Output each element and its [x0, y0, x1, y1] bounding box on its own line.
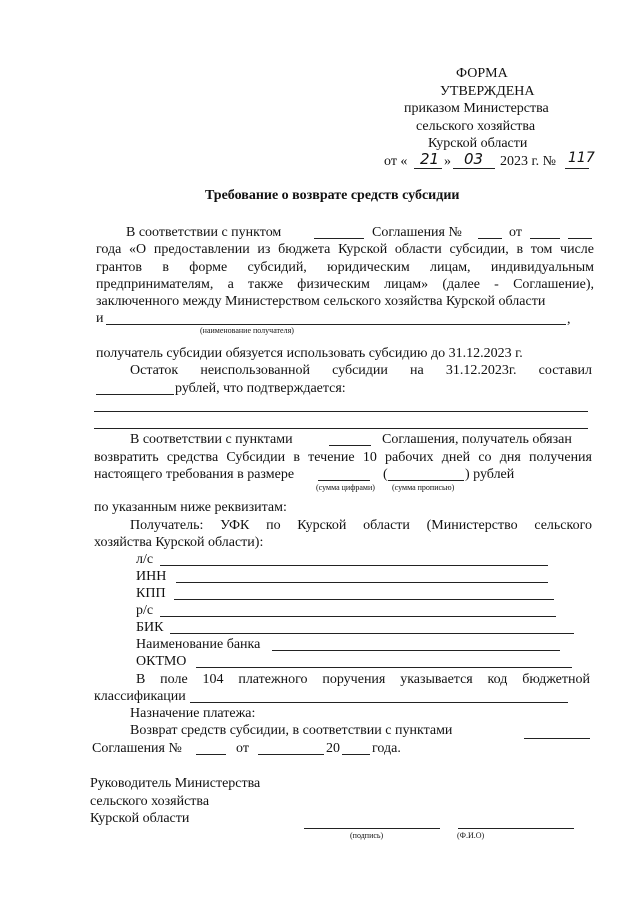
- signatory-line-2: сельского хозяйства: [90, 794, 210, 809]
- signature-blank[interactable]: [304, 828, 440, 829]
- agreement-number-blank[interactable]: [478, 238, 502, 239]
- amount-digits-caption: (сумма цифрами): [316, 483, 375, 492]
- p2-line3: рублей, что подтверждается:: [175, 381, 346, 396]
- kpp-blank[interactable]: [174, 599, 554, 600]
- date-prefix: от «: [384, 154, 408, 169]
- p5-line5-b: от: [236, 741, 249, 756]
- p4-line2: Получатель: УФК по Курской области (Министерство сельского: [130, 518, 592, 533]
- order-line-2: сельского хозяйства: [416, 119, 536, 134]
- form-label: ФОРМА: [456, 66, 508, 81]
- amount-words-caption: (сумма прописью): [392, 483, 455, 492]
- p1-line6: и: [96, 311, 104, 326]
- requisite-label-oktmo: ОКТМО: [136, 654, 187, 669]
- requisite-label-kpp: КПП: [136, 586, 166, 601]
- order-number: 117: [568, 150, 595, 166]
- full-name-blank[interactable]: [458, 828, 574, 829]
- p5-line4: Возврат средств субсидии, в соответствии с пунктами: [130, 723, 453, 738]
- p3-line1-b: Соглашения, получатель обязан: [382, 432, 572, 447]
- payment-agreement-date-blank[interactable]: [258, 754, 324, 755]
- p4-line1: по указанным ниже реквизитам:: [94, 500, 287, 515]
- amount-digits-blank[interactable]: [318, 480, 370, 481]
- p3-line3-c: ) рублей: [465, 467, 515, 482]
- order-number-line: [565, 168, 589, 169]
- requisite-label-bik: БИК: [136, 620, 164, 635]
- date-day: 21: [420, 150, 440, 168]
- order-line-3: Курской области: [428, 136, 528, 151]
- clauses-blank[interactable]: [329, 445, 371, 446]
- date-day-line: [414, 168, 442, 169]
- date-month: 03: [464, 150, 484, 168]
- p1-line3: грантов в форме субсидий, юридическим лицам, индивидуальным: [96, 260, 594, 275]
- requisite-label-bank-name: Наименование банка: [136, 637, 261, 652]
- amount-words-blank[interactable]: [388, 480, 464, 481]
- p4-line3: хозяйства Курской области):: [94, 535, 264, 550]
- requisite-label-account: л/с: [136, 552, 154, 567]
- p1-line6-comma: ,: [567, 312, 571, 327]
- clause-blank[interactable]: [314, 238, 364, 239]
- recipient-caption: (наименование получателя): [200, 326, 294, 335]
- bank-name-blank[interactable]: [272, 650, 560, 651]
- approved-label: УТВЕРЖДЕНА: [440, 84, 535, 99]
- agreement-date-blank-2[interactable]: [568, 238, 592, 239]
- p2-line1: получатель субсидии обязуется использовать субсидию до 31.12.2023 г.: [96, 346, 523, 361]
- payment-agreement-number-blank[interactable]: [196, 754, 226, 755]
- signature-caption: (подпись): [350, 831, 384, 840]
- signatory-line-1: Руководитель Министерства: [90, 776, 261, 791]
- oktmo-blank[interactable]: [196, 667, 572, 668]
- p1-line1-a: В соответствии с пунктом: [126, 225, 282, 240]
- p1-line1-c: от: [509, 225, 522, 240]
- p3-line3-b: (: [383, 467, 388, 482]
- bik-blank[interactable]: [170, 633, 574, 634]
- p5-line5-c: 20: [326, 741, 340, 756]
- budget-code-blank[interactable]: [190, 702, 568, 703]
- p1-line1-b: Соглашения №: [372, 225, 462, 240]
- p3-line1-a: В соответствии с пунктами: [130, 432, 293, 447]
- requisite-label-settlement-account: р/с: [136, 603, 154, 618]
- p1-line5: заключенного между Министерством сельского хозяйства Курской области: [96, 294, 546, 309]
- agreement-date-blank[interactable]: [530, 238, 560, 239]
- full-name-caption: (Ф.И.О): [457, 831, 485, 840]
- payment-agreement-year-blank[interactable]: [342, 754, 370, 755]
- signatory-line-3: Курской области: [90, 811, 190, 826]
- p5-line5-d: года.: [372, 741, 401, 756]
- p5-line3: Назначение платежа:: [130, 706, 256, 721]
- p3-line2: возвратить средства Субсидии в течение 10 рабочих дней со дня получения: [94, 450, 592, 465]
- payment-clauses-blank[interactable]: [524, 738, 590, 739]
- document-title: Требование о возврате средств субсидии: [205, 188, 460, 203]
- confirmation-blank-1[interactable]: [94, 411, 588, 412]
- requisite-label-inn: ИНН: [136, 569, 167, 584]
- confirmation-blank-2[interactable]: [94, 428, 588, 429]
- date-year: 2023 г. №: [500, 154, 557, 169]
- remainder-amount-blank[interactable]: [96, 394, 174, 395]
- order-line-1: приказом Министерства: [404, 101, 549, 116]
- p5-line5-a: Соглашения №: [92, 741, 182, 756]
- settlement-account-blank[interactable]: [160, 616, 556, 617]
- p3-line3-a: настоящего требования в размере: [94, 467, 295, 482]
- account-blank[interactable]: [160, 565, 548, 566]
- p5-line1: В поле 104 платежного поручения указывается код бюджетной: [136, 672, 590, 687]
- date-close-quote: »: [444, 154, 451, 169]
- p5-line2: классификации: [94, 689, 186, 704]
- p1-line4: предпринимателям, а также физическим лицам» (далее - Соглашение),: [96, 277, 594, 292]
- p1-line2: года «О предоставлении из бюджета Курской области субсидии, в том числе: [96, 242, 594, 257]
- recipient-name-blank[interactable]: [106, 324, 566, 325]
- p2-line2: Остаток неиспользованной субсидии на 31.12.2023г. составил: [130, 363, 592, 378]
- inn-blank[interactable]: [176, 582, 548, 583]
- date-month-line: [453, 168, 495, 169]
